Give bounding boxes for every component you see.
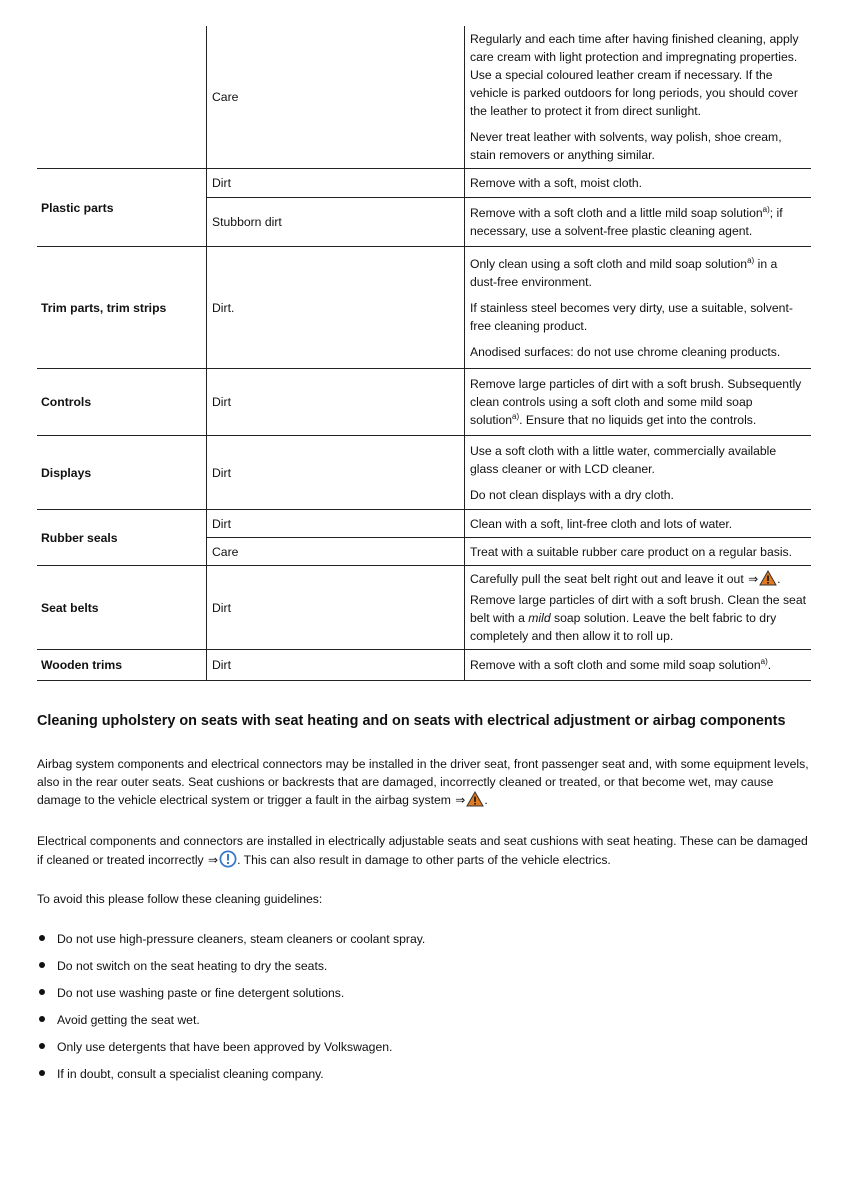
care-table xyxy=(37,26,811,681)
list-item: If in doubt, consult a specialist cleaning company. xyxy=(37,1065,425,1092)
treatment-text: Remove large particles of dirt with a soft brush. Subsequently clean controls using a soft cloth and some mild soap solution$^{a)}$. Ensure that no liquids get into the controls. xyxy=(470,377,802,427)
treatment-cell xyxy=(465,510,812,538)
treatment-cell xyxy=(465,26,812,169)
airbag-paragraph: Airbag system components and electrical connectors may be installed in the driver seat, front passenger seat and, with some equipment levels, also in the rear outer seats. Seat cushions or backrests that are damaged, incorrectly cleaned or treated, or that become wet, may cause damage to the vehicle electrical system or trigger a fault in the airbag system ⇒ . xyxy=(37,755,813,812)
treatment-cell xyxy=(465,198,812,247)
dirt-cell: Care xyxy=(207,538,465,566)
treatment-cell xyxy=(465,247,812,369)
footnote-ref: a) xyxy=(747,255,755,265)
surface-cell: Displays xyxy=(37,436,207,510)
guidelines-list xyxy=(37,930,425,1092)
dirt-cell: Dirt xyxy=(207,510,465,538)
treatment-text: Use a soft cloth with a little water, commercially available glass cleaner or with LCD cleaner. xyxy=(470,443,777,476)
treatment-text: Remove with a soft cloth and a little mild soap solution$^{a)}$; if necessary, use a solvent-free plastic cleaning agent. xyxy=(470,204,783,238)
treatment-text: Do not clean displays with a dry cloth. xyxy=(470,487,674,502)
caution-info-icon[interactable] xyxy=(219,850,237,873)
list-item: Avoid getting the seat wet. xyxy=(37,1011,425,1038)
warning-icon[interactable] xyxy=(466,791,484,812)
footnote-ref: a) xyxy=(512,411,520,421)
footnote-ref: a) xyxy=(760,656,768,666)
treatment-text: Remove with a soft cloth and some mild soap solution$^{a)}$. xyxy=(470,656,772,672)
dirt-cell: Care xyxy=(207,26,465,169)
treatment-text: Regularly and each time after having finished cleaning, apply care cream with light protection and impregnating properties. Use a special coloured leather cream if necessary. If the vehicle is parked outdoors for long periods, you should cover the leather to protect it from direct sunlight. xyxy=(470,32,799,118)
surface-cell: Trim parts, trim strips xyxy=(37,247,207,369)
dirt-cell: Dirt xyxy=(207,436,465,510)
treatment-text: If stainless steel becomes very dirty, use a suitable, solvent-free cleaning product. xyxy=(470,300,793,333)
dirt-cell: Dirt xyxy=(207,650,465,681)
dirt-cell: Stubborn dirt xyxy=(207,198,465,247)
surface-cell: Seat belts xyxy=(37,566,207,650)
reference-arrow: ⇒ xyxy=(455,793,466,807)
treatment-cell xyxy=(465,566,812,650)
treatment-cell xyxy=(465,538,812,566)
treatment-text: Remove with a soft, moist cloth. xyxy=(470,176,643,190)
surface-cell xyxy=(37,26,207,169)
section-heading: Cleaning upholstery on seats with seat heating and on seats with electrical adjustment or airbag components xyxy=(37,713,786,729)
treatment-text: Anodised surfaces: do not use chrome cleaning products. xyxy=(470,344,781,359)
footnote-ref: a) xyxy=(762,204,770,214)
surface-cell: Rubber seals xyxy=(37,510,207,566)
list-item: Do not switch on the seat heating to dry the seats. xyxy=(37,957,425,984)
treatment-cell xyxy=(465,436,812,510)
treatment-cell xyxy=(465,369,812,436)
list-item: Do not use washing paste or fine detergent solutions. xyxy=(37,984,425,1011)
treatment-text: Treat with a suitable rubber care product on a regular basis. xyxy=(470,544,793,559)
warning-icon[interactable] xyxy=(759,570,777,591)
dirt-cell: Dirt. xyxy=(207,247,465,369)
reference-arrow: ⇒ xyxy=(208,853,219,867)
treatment-cell xyxy=(465,169,812,198)
treatment-text: Only clean using a soft cloth and mild soap solution$^{a)}$ in a dust-free environment. xyxy=(470,255,778,289)
treatment-text: Carefully pull the seat belt right out and leave it out ⇒ . Remove large particles of dirt with a soft brush. Clean the seat belt with a mild soap solution. Leave the belt fabric to dry completely and then allow it to roll up. xyxy=(470,572,806,643)
surface-cell: Wooden trims xyxy=(37,650,207,681)
dirt-cell: Dirt xyxy=(207,566,465,650)
surface-cell: Controls xyxy=(37,369,207,436)
dirt-cell: Dirt xyxy=(207,169,465,198)
treatment-text: Clean with a soft, lint-free cloth and lots of water. xyxy=(470,516,733,531)
list-item: Only use detergents that have been approved by Volkswagen. xyxy=(37,1038,425,1065)
reference-arrow: ⇒ xyxy=(748,572,759,586)
surface-cell: Plastic parts xyxy=(37,169,207,247)
guidelines-intro: To avoid this please follow these cleaning guidelines: xyxy=(37,892,323,906)
electrical-paragraph: Electrical components and connectors are installed in electrically adjustable seats and seat cushions with seat heating. These can be damaged if cleaned or treated incorrectly ⇒ . This can also result in damage to other parts of the vehicle electrics. xyxy=(37,832,813,873)
list-item: Do not use high-pressure cleaners, steam cleaners or coolant spray. xyxy=(37,930,425,957)
dirt-cell: Dirt xyxy=(207,369,465,436)
treatment-text: Never treat leather with solvents, way polish, shoe cream, stain removers or anything similar. xyxy=(470,130,782,162)
treatment-cell xyxy=(465,650,812,681)
